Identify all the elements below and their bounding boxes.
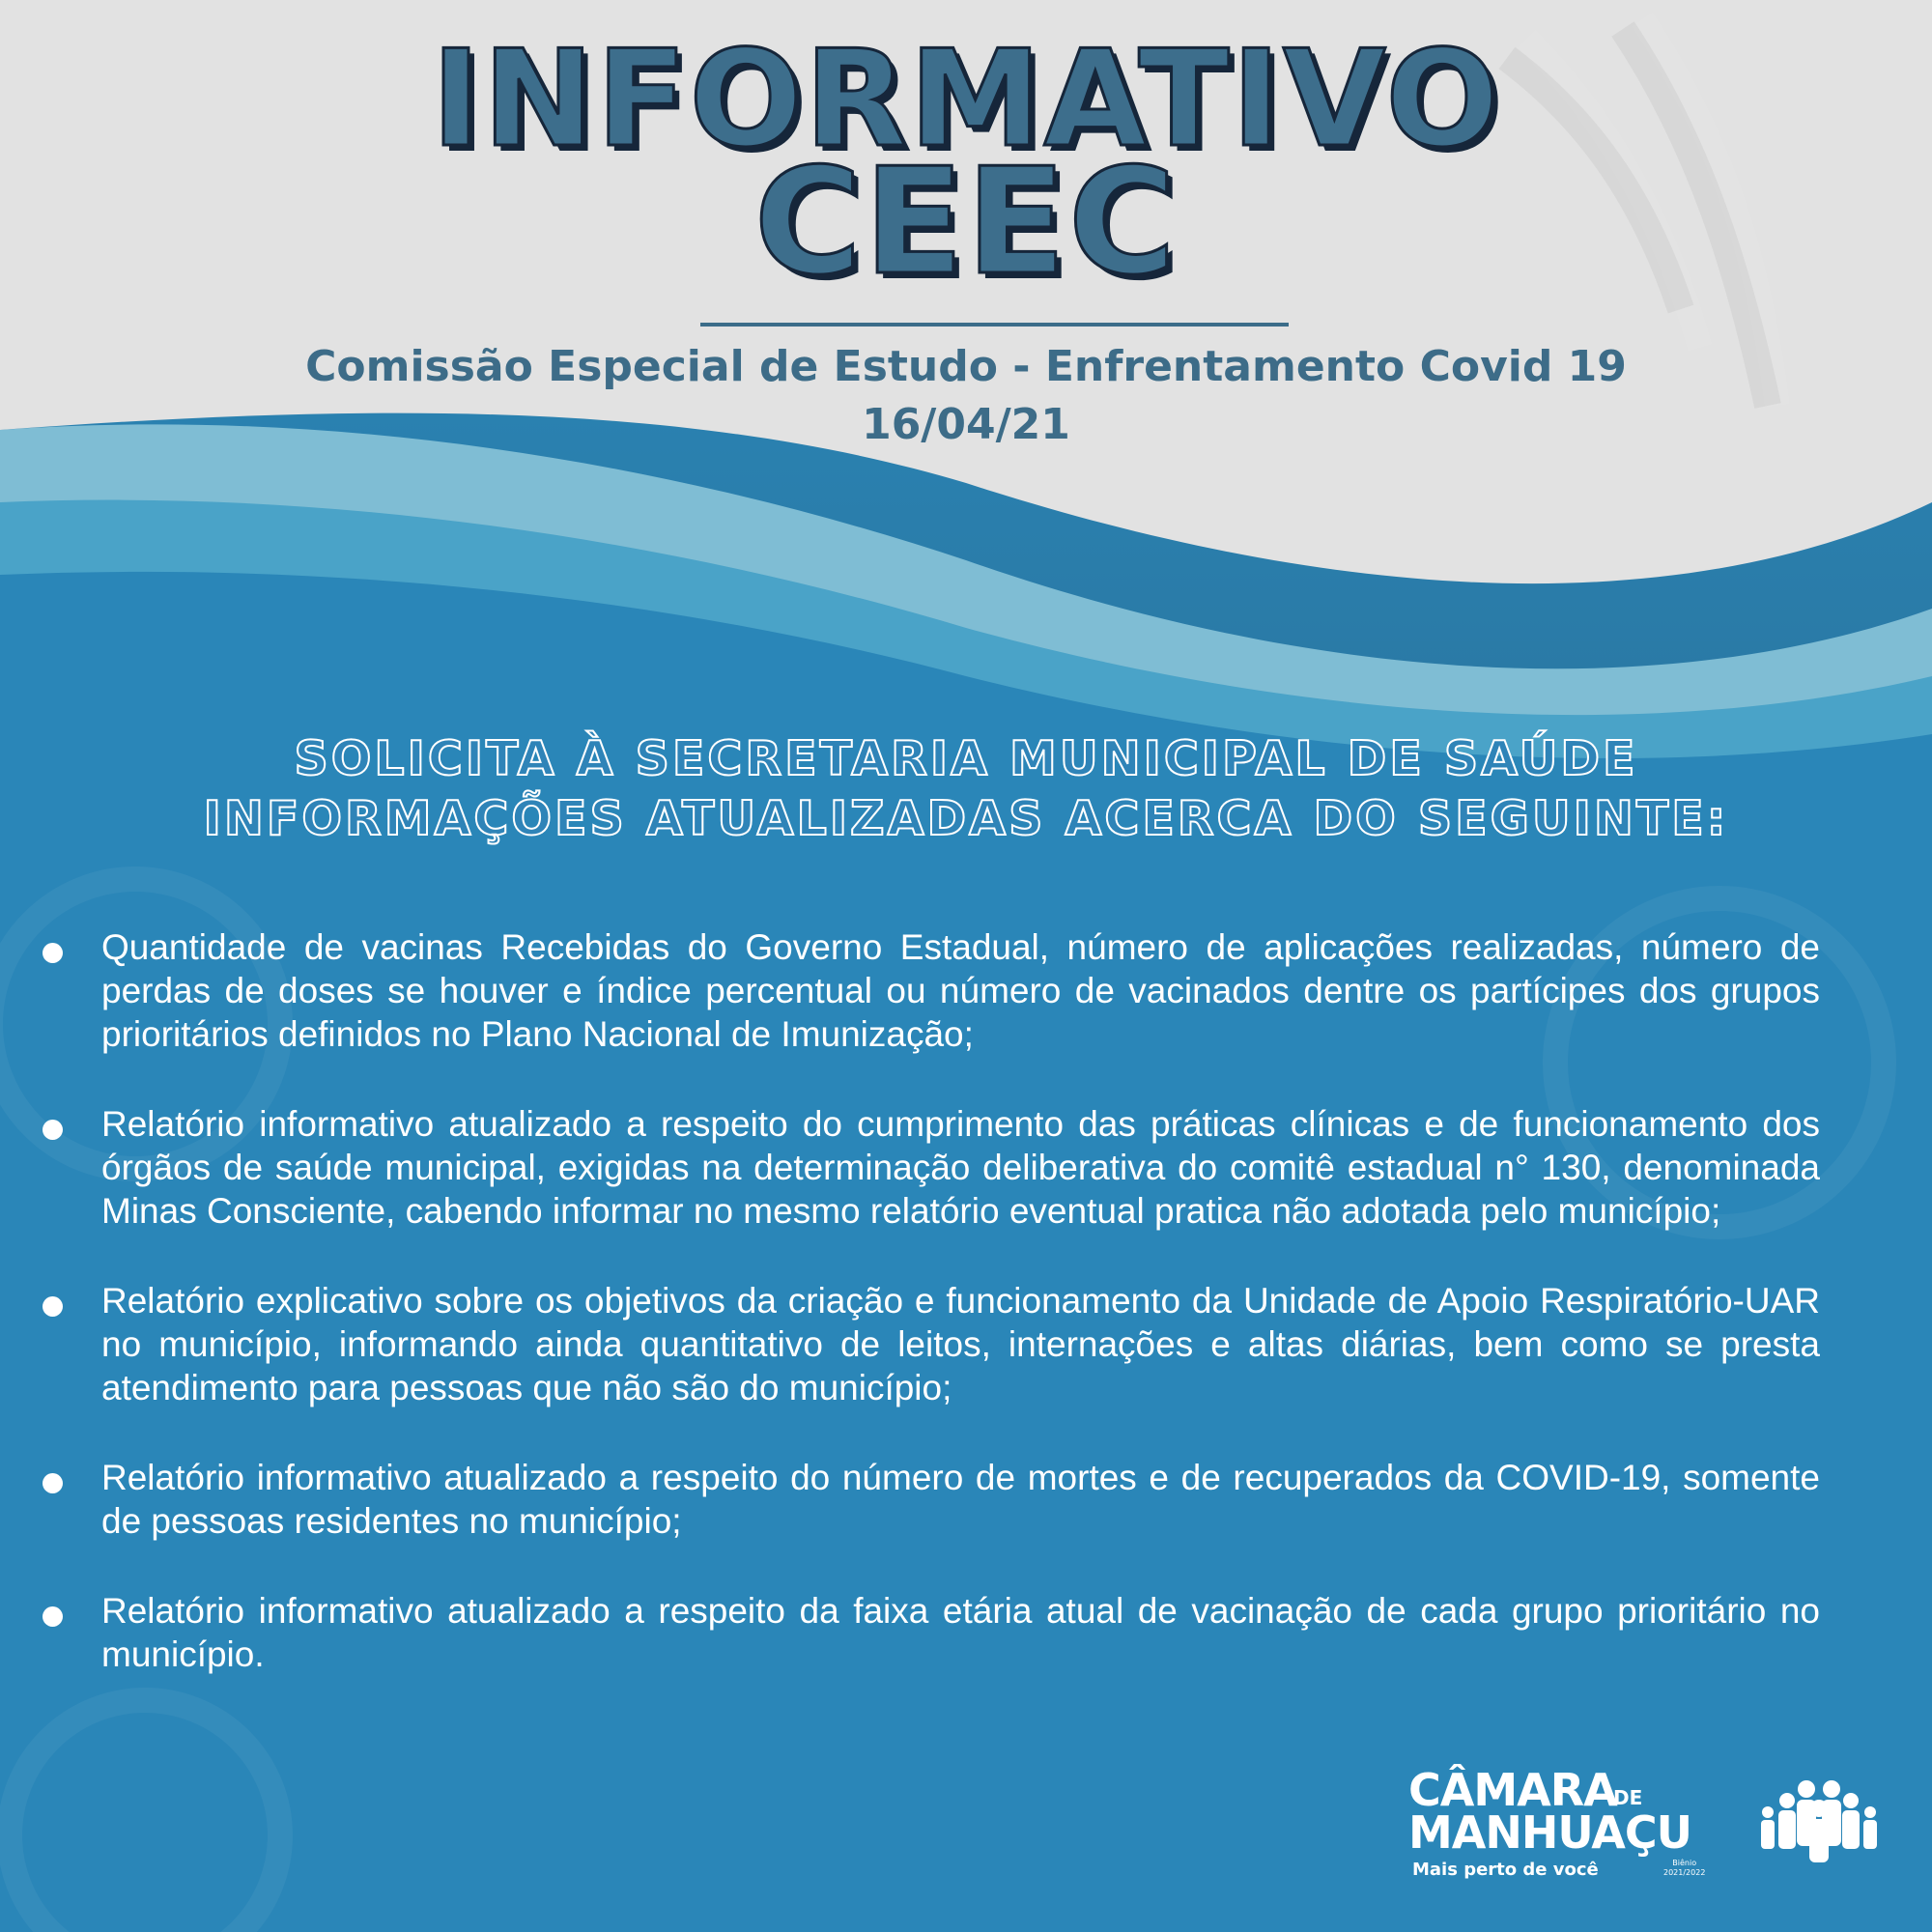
list-item bbox=[43, 925, 1820, 1056]
logo-bienio-label: Biênio bbox=[1672, 1859, 1697, 1867]
request-list bbox=[43, 925, 1820, 1722]
title-divider bbox=[700, 323, 1289, 327]
title-ceec: CEEC bbox=[753, 136, 1179, 307]
list-item-text: Relatório informativo atualizado a respeito do cumprimento das práticas clínicas e de funcionamento dos órgãos de saúde municipal, exigidas na determinação deliberativa do comitê estadual n° 130, denominada Minas Consciente, cabendo informar no mesmo relatório eventual pratica não adotada pelo município; bbox=[101, 1104, 1820, 1231]
logo-slogan: Mais perto de você bbox=[1412, 1860, 1599, 1880]
list-item-text: Relatório informativo atualizado a respeito da faixa etária atual de vacinação de cada grupo prioritário no município. bbox=[101, 1591, 1820, 1674]
subtitle-date: 16/04/21 bbox=[862, 400, 1070, 449]
bullet-icon bbox=[43, 943, 63, 963]
bullet-icon bbox=[43, 1473, 63, 1493]
title-informativo: INFORMATIVO bbox=[431, 21, 1501, 177]
bullet-icon bbox=[43, 1606, 63, 1627]
logo-bienio bbox=[1663, 1859, 1705, 1878]
logo-manhuacu-text: MANHUAÇU bbox=[1408, 1806, 1692, 1859]
logo-de-text: DE bbox=[1613, 1786, 1643, 1809]
list-item bbox=[43, 1589, 1820, 1676]
people-group-icon bbox=[1756, 1776, 1882, 1882]
bullet-icon bbox=[43, 1296, 63, 1317]
list-item bbox=[43, 1456, 1820, 1543]
request-heading-line-2: INFORMAÇÕES ATUALIZADAS ACERCA DO SEGUINTE: bbox=[203, 791, 1729, 846]
bullet-icon bbox=[43, 1120, 63, 1140]
request-heading-line-1: SOLICITA À SECRETARIA MUNICIPAL DE SAÚDE bbox=[294, 731, 1638, 786]
logo-bienio-years: 2021/2022 bbox=[1663, 1868, 1706, 1877]
subtitle-commission: Comissão Especial de Estudo - Enfrentamento Covid 19 bbox=[305, 342, 1627, 391]
list-item-text: Relatório explicativo sobre os objetivos da criação e funcionamento da Unidade de Apoio Respiratório-UAR no município, informando ainda quantitativo de leitos, internações e altas diárias, bem como se presta atendimento para pessoas que não são do município; bbox=[101, 1281, 1820, 1407]
list-item bbox=[43, 1102, 1820, 1233]
list-item-text: Relatório informativo atualizado a respeito do número de mortes e de recuperados da COVID-19, somente de pessoas residentes no município; bbox=[101, 1458, 1820, 1541]
list-item bbox=[43, 1279, 1820, 1409]
logo-camara-text: CÂMARA bbox=[1408, 1764, 1617, 1816]
list-item-text: Quantidade de vacinas Recebidas do Governo Estadual, número de aplicações realizadas, número de perdas de doses se houver e índice percentual ou número de vacinados dentre os partícipes dos grupos prioritários definidos no Plano Nacional de Imunização; bbox=[101, 927, 1820, 1054]
camara-logo bbox=[1408, 1766, 1718, 1911]
